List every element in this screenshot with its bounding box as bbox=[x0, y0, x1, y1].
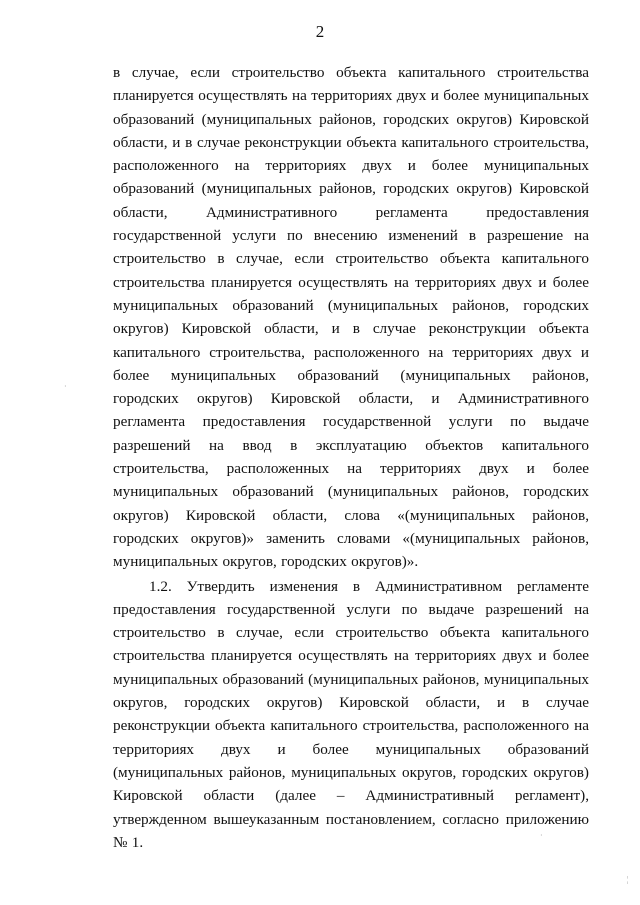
scan-speck: ¦ bbox=[627, 875, 629, 884]
paragraph-continuation: в случае, если строительство объекта капитального строительства планируется осуществлять на территориях двух и более муниципальных образований (муниципальных районов, городских округов) Кировской области, и в случае реконструкции объекта капитального строительства, расположенного на территориях двух и более муниципальных образований (муниципальных районов, городских округов) Кировской области, Административного регламента предоставления государственной услуги по внесению изменений в разрешение на строительство в случае, если строительство объекта капитального строительства планируется осуществлять на территориях двух и более муниципальных образований (муниципальных районов, городских округов) Кировской области, и в случае реконструкции объекта капитального строительства, расположенного на территориях двух и более муниципальных образований (муниципальных районов, городских округов) Кировской области, и Административного регламента предоставления государственной услуги по выдаче разрешений на ввод в эксплуатацию объектов капитального строительства, расположенных на территориях двух и более муниципальных образований (муниципальных районов, городских округов) Кировской области, слова «(муниципальных районов, городских округов)» заменить словами «(муниципальных районов, муниципальных округов, городских округов)». bbox=[113, 64, 589, 571]
scan-speck: · bbox=[64, 382, 67, 391]
scan-speck: · bbox=[540, 831, 543, 840]
paragraph-1-2: 1.2. Утвердить изменения в Административном регламенте предоставления государственной услуги по выдаче разрешений на строительство в случае, если строительство объекта капитального строительства планируется осуществлять на территориях двух и более муниципальных образований (муниципальных районов, муниципальных округов, городских округов) Кировской области, и в случае реконструкции объекта капитального строительства, расположенного на территориях двух и более муниципальных образований (муниципальных районов, муниципальных округов, городских округов) Кировской области (далее – Административный регламент), утвержденном вышеуказанным постановлением, согласно приложению № 1. bbox=[113, 577, 589, 851]
document-body bbox=[113, 61, 589, 854]
page-number: 2 bbox=[315, 22, 325, 41]
